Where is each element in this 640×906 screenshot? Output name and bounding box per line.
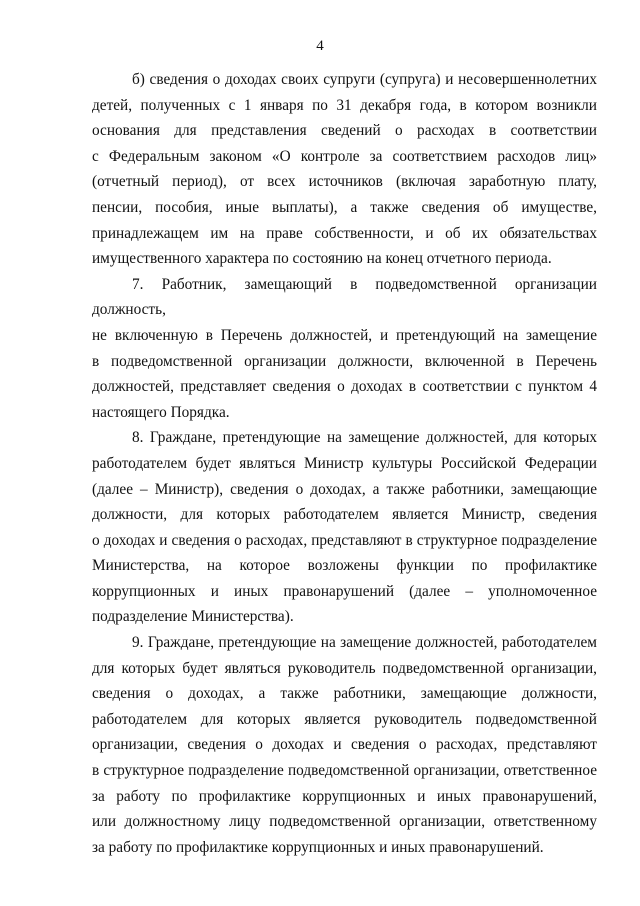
text-line: подразделение Министерства). [92, 608, 294, 626]
text-line: коррупционных и иных правонарушений (далее – уполномоченное [92, 582, 597, 600]
text-line: за работу по профилактике коррупционных и иных правонарушений, [92, 787, 597, 805]
text-line: пенсии, пособия, иные выплаты), а также сведения об имуществе, [92, 198, 597, 216]
text-line: основания для представления сведений о расходах в соответствии [92, 122, 597, 140]
text-line: сведения о доходах, а также работники, замещающие должности, [92, 685, 597, 703]
text-line: в подведомственной организации должности, включенной в Перечень [92, 352, 597, 370]
paragraph-8 [92, 425, 597, 630]
document-body [92, 67, 597, 860]
text-line: 8. Граждане, претендующие на замещение должностей, для которых [132, 429, 597, 447]
text-line: настоящего Порядка. [92, 403, 230, 421]
text-line: принадлежащем им на праве собственности, и об их обязательствах [92, 224, 597, 242]
text-line: не включенную в Перечень должностей, и претендующий на замещение [92, 326, 597, 344]
text-line: 9. Граждане, претендующие на замещение должностей, работодателем [132, 634, 597, 652]
paragraph-b [92, 67, 597, 272]
text-line: работодателем для которых является руководитель подведомственной [92, 710, 597, 728]
text-line: должностей, представляет сведения о доходах в соответствии с пунктом 4 [92, 378, 597, 396]
text-line: имущественного характера по состоянию на конец отчетного периода. [92, 250, 552, 268]
page-number: 4 [316, 38, 324, 54]
text-line: детей, полученных с 1 января по 31 декабря года, в котором возникли [92, 96, 597, 114]
text-line: б) сведения о доходах своих супруги (супруга) и несовершеннолетних [132, 71, 597, 88]
text-line: организации, сведения о доходах и сведения о расходах, представляют [92, 736, 597, 754]
text-line: о доходах и сведения о расходах, представляют в структурное подразделение [92, 531, 597, 549]
text-line: для которых будет являться руководитель подведомственной организации, [92, 659, 597, 677]
text-line: должности, для которых работодателем является Министр, сведения [92, 506, 597, 524]
paragraph-7 [92, 272, 597, 426]
text-line: Министерства, на которое возложены функции по профилактике [92, 557, 597, 575]
text-line: (далее – Министр), сведения о доходах, а также работники, замещающие [92, 480, 597, 498]
text-line: работодателем будет являться Министр культуры Российской Федерации [92, 454, 597, 472]
text-line: или должностному лицу подведомственной организации, ответственному [92, 813, 597, 831]
text-line: за работу по профилактике коррупционных и иных правонарушений. [92, 838, 544, 856]
paragraph-9 [92, 630, 597, 860]
text-line: в структурное подразделение подведомственной организации, ответственное [92, 762, 597, 780]
text-line: 7. Работник, замещающий в подведомственной организации должность, [92, 275, 597, 319]
text-line: с Федеральным законом «О контроле за соответствием расходов лиц» [92, 147, 597, 165]
text-line: (отчетный период), от всех источников (включая заработную плату, [92, 173, 597, 191]
